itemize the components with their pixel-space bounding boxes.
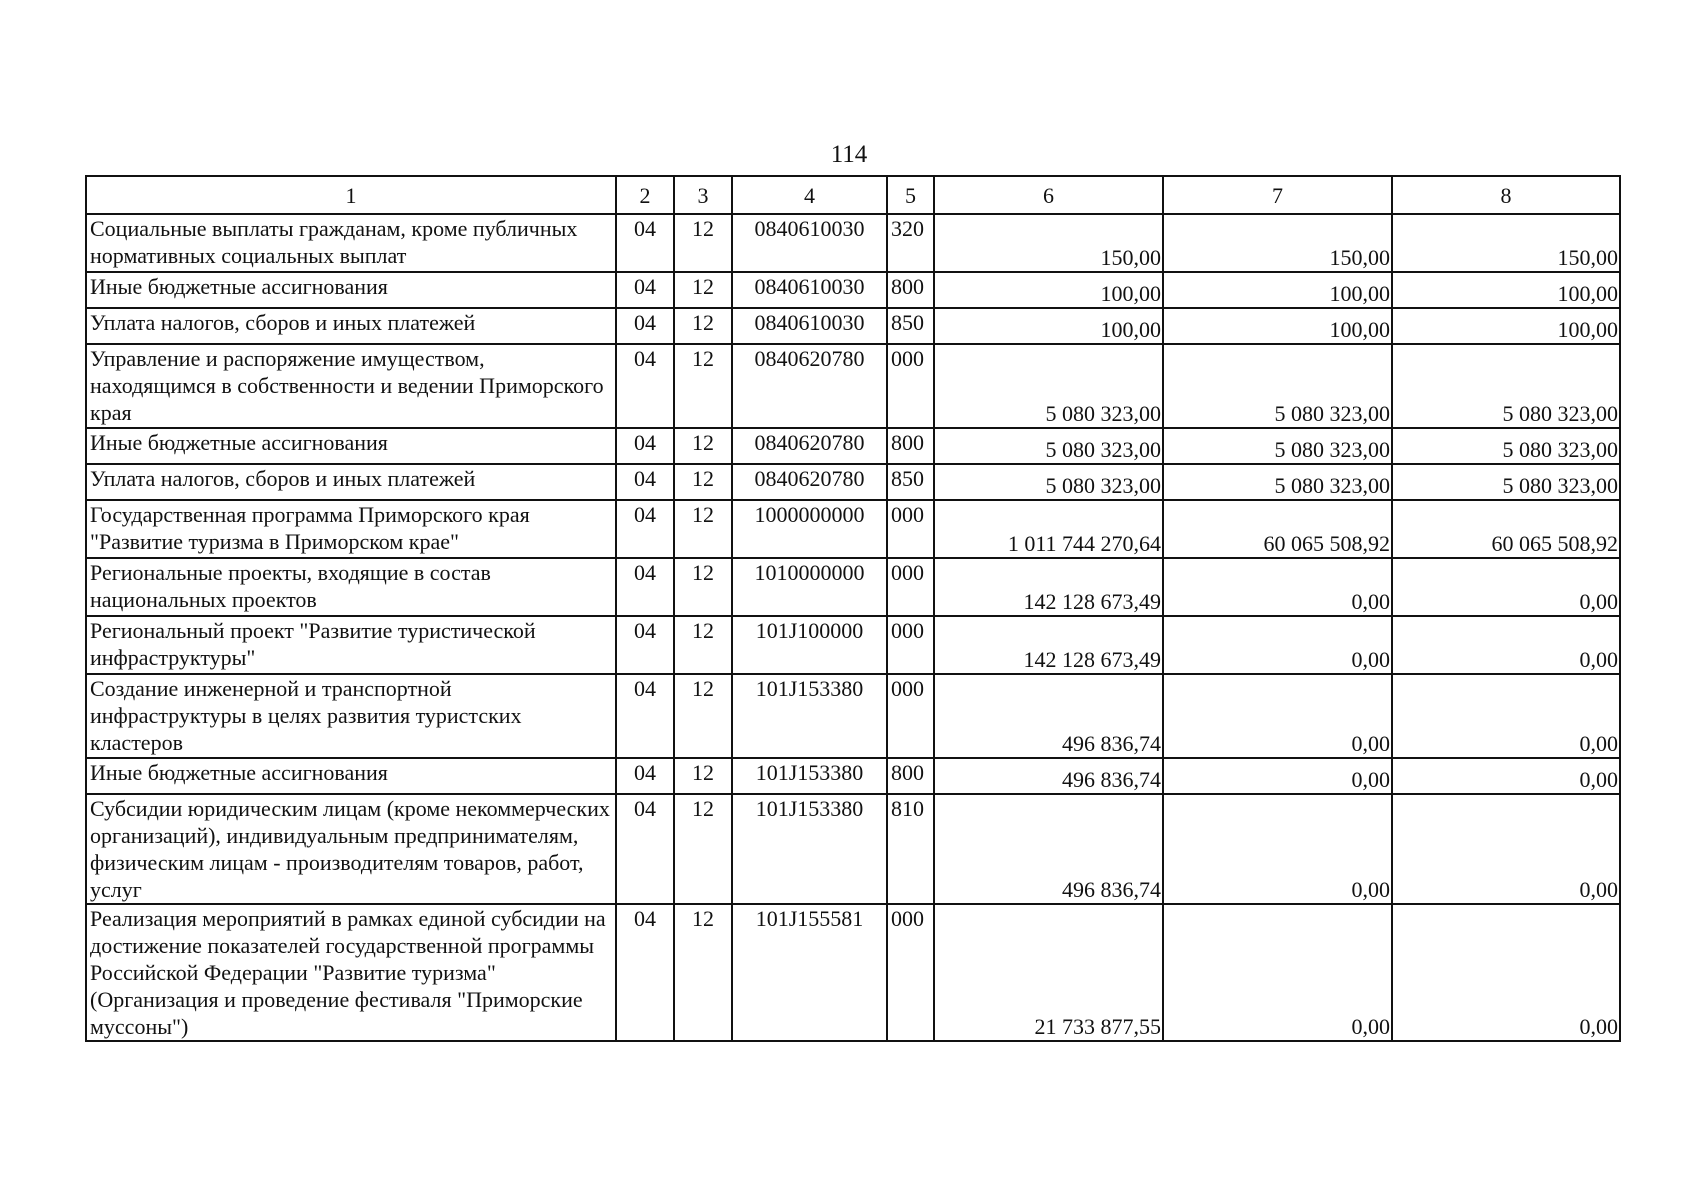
item-name-cell: Региональный проект "Развитие туристической инфраструктуры" — [86, 616, 616, 674]
section-code-cell: 04 — [616, 558, 674, 616]
amount-value: 0,00 — [1579, 767, 1618, 792]
item-name-cell: Государственная программа Приморского края "Развитие туризма в Приморском крае" — [86, 500, 616, 558]
amount-col7-cell — [1163, 500, 1392, 558]
subsection-code-cell: 12 — [674, 272, 732, 308]
expense-type-cell: 850 — [887, 464, 934, 500]
expense-type-cell: 800 — [887, 272, 934, 308]
amount-col8-cell — [1392, 558, 1620, 616]
amount-col8-cell — [1392, 674, 1620, 758]
amount-col6-cell — [934, 428, 1163, 464]
target-article-cell: 1010000000 — [732, 558, 887, 616]
amount-col8-cell — [1392, 794, 1620, 904]
subsection-code-cell: 12 — [674, 904, 732, 1041]
amount-value: 0,00 — [1579, 731, 1618, 756]
item-name-cell: Уплата налогов, сборов и иных платежей — [86, 464, 616, 500]
amount-col8-cell — [1392, 616, 1620, 674]
section-code-cell: 04 — [616, 308, 674, 344]
amount-col7-cell — [1163, 464, 1392, 500]
target-article-cell: 101J153380 — [732, 758, 887, 794]
target-article-cell: 0840610030 — [732, 272, 887, 308]
amount-value: 100,00 — [1100, 317, 1161, 342]
amount-value: 0,00 — [1351, 647, 1390, 672]
amount-col6-cell — [934, 674, 1163, 758]
amount-col6-cell — [934, 308, 1163, 344]
subsection-code-cell: 12 — [674, 308, 732, 344]
table-row — [86, 344, 1620, 428]
amount-value: 150,00 — [1557, 245, 1618, 270]
target-article-cell: 1000000000 — [732, 500, 887, 558]
amount-value: 150,00 — [1100, 245, 1161, 270]
amount-col8-cell — [1392, 308, 1620, 344]
amount-col8-cell — [1392, 344, 1620, 428]
item-name-cell: Иные бюджетные ассигнования — [86, 428, 616, 464]
amount-value: 0,00 — [1579, 1014, 1618, 1039]
amount-col6-cell — [934, 344, 1163, 428]
amount-value: 100,00 — [1329, 317, 1390, 342]
amount-value: 100,00 — [1100, 281, 1161, 306]
item-name-cell: Субсидии юридическим лицам (кроме некоммерческих организаций), индивидуальным предпринимателям, физическим лицам - производителям товаров, работ, услуг — [86, 794, 616, 904]
table-row — [86, 214, 1620, 272]
amount-value: 21 733 877,55 — [1034, 1014, 1161, 1039]
amount-col6-cell — [934, 558, 1163, 616]
amount-col8-cell — [1392, 272, 1620, 308]
amount-value: 5 080 323,00 — [1274, 437, 1390, 462]
section-code-cell: 04 — [616, 500, 674, 558]
amount-col6-cell — [934, 464, 1163, 500]
column-header: 5 — [887, 176, 934, 214]
amount-col8-cell — [1392, 214, 1620, 272]
amount-value: 0,00 — [1579, 647, 1618, 672]
amount-value: 5 080 323,00 — [1274, 401, 1390, 426]
amount-value: 5 080 323,00 — [1045, 401, 1161, 426]
amount-col7-cell — [1163, 758, 1392, 794]
amount-value: 0,00 — [1351, 877, 1390, 902]
amount-col7-cell — [1163, 616, 1392, 674]
amount-col8-cell — [1392, 904, 1620, 1041]
column-header: 1 — [86, 176, 616, 214]
table-row — [86, 674, 1620, 758]
item-name-cell: Иные бюджетные ассигнования — [86, 272, 616, 308]
amount-col6-cell — [934, 272, 1163, 308]
table-row — [86, 500, 1620, 558]
amount-value: 60 065 508,92 — [1263, 531, 1390, 556]
target-article-cell: 0840620780 — [732, 464, 887, 500]
section-code-cell: 04 — [616, 674, 674, 758]
amount-value: 5 080 323,00 — [1502, 473, 1618, 498]
table-row — [86, 558, 1620, 616]
section-code-cell: 04 — [616, 794, 674, 904]
amount-value: 60 065 508,92 — [1491, 531, 1618, 556]
table-body — [86, 176, 1620, 1041]
amount-col6-cell — [934, 214, 1163, 272]
amount-value: 142 128 673,49 — [1023, 589, 1161, 614]
expense-type-cell: 000 — [887, 344, 934, 428]
expense-type-cell: 800 — [887, 428, 934, 464]
amount-value: 100,00 — [1557, 317, 1618, 342]
column-header: 2 — [616, 176, 674, 214]
table-row — [86, 794, 1620, 904]
expense-type-cell: 800 — [887, 758, 934, 794]
amount-col7-cell — [1163, 558, 1392, 616]
amount-value: 0,00 — [1351, 767, 1390, 792]
section-code-cell: 04 — [616, 464, 674, 500]
amount-value: 0,00 — [1579, 877, 1618, 902]
item-name-cell: Уплата налогов, сборов и иных платежей — [86, 308, 616, 344]
amount-col6-cell — [934, 904, 1163, 1041]
table-row — [86, 272, 1620, 308]
amount-value: 150,00 — [1329, 245, 1390, 270]
table-row — [86, 428, 1620, 464]
column-header: 4 — [732, 176, 887, 214]
amount-value: 5 080 323,00 — [1274, 473, 1390, 498]
target-article-cell: 101J155581 — [732, 904, 887, 1041]
amount-col6-cell — [934, 794, 1163, 904]
target-article-cell: 101J100000 — [732, 616, 887, 674]
expense-type-cell: 000 — [887, 674, 934, 758]
amount-value: 5 080 323,00 — [1502, 437, 1618, 462]
table-row — [86, 904, 1620, 1041]
amount-value: 100,00 — [1329, 281, 1390, 306]
section-code-cell: 04 — [616, 616, 674, 674]
amount-value: 1 011 744 270,64 — [1007, 531, 1161, 556]
target-article-cell: 0840610030 — [732, 214, 887, 272]
amount-col6-cell — [934, 616, 1163, 674]
target-article-cell: 0840620780 — [732, 344, 887, 428]
subsection-code-cell: 12 — [674, 344, 732, 428]
column-header: 7 — [1163, 176, 1392, 214]
expense-type-cell: 320 — [887, 214, 934, 272]
table-row — [86, 616, 1620, 674]
item-name-cell: Реализация мероприятий в рамках единой субсидии на достижение показателей государственной программы Российской Федерации "Развитие туризма" (Организация и проведение фестиваля "Приморские муссоны") — [86, 904, 616, 1041]
page-number: 114 — [830, 141, 868, 168]
target-article-cell: 0840610030 — [732, 308, 887, 344]
amount-col7-cell — [1163, 308, 1392, 344]
item-name-cell: Региональные проекты, входящие в состав национальных проектов — [86, 558, 616, 616]
subsection-code-cell: 12 — [674, 558, 732, 616]
amount-value: 496 836,74 — [1062, 767, 1161, 792]
subsection-code-cell: 12 — [674, 464, 732, 500]
amount-col8-cell — [1392, 758, 1620, 794]
item-name-cell: Иные бюджетные ассигнования — [86, 758, 616, 794]
amount-col7-cell — [1163, 344, 1392, 428]
amount-value: 0,00 — [1351, 731, 1390, 756]
amount-value: 0,00 — [1351, 589, 1390, 614]
amount-value: 5 080 323,00 — [1045, 473, 1161, 498]
column-header: 8 — [1392, 176, 1620, 214]
amount-col7-cell — [1163, 904, 1392, 1041]
expense-type-cell: 850 — [887, 308, 934, 344]
subsection-code-cell: 12 — [674, 674, 732, 758]
section-code-cell: 04 — [616, 758, 674, 794]
expense-type-cell: 000 — [887, 616, 934, 674]
item-name-cell: Создание инженерной и транспортной инфраструктуры в целях развития туристских кластеров — [86, 674, 616, 758]
amount-col8-cell — [1392, 428, 1620, 464]
subsection-code-cell: 12 — [674, 616, 732, 674]
section-code-cell: 04 — [616, 344, 674, 428]
amount-value: 142 128 673,49 — [1023, 647, 1161, 672]
amount-col6-cell — [934, 758, 1163, 794]
amount-value: 100,00 — [1557, 281, 1618, 306]
target-article-cell: 101J153380 — [732, 674, 887, 758]
amount-value: 496 836,74 — [1062, 877, 1161, 902]
expense-type-cell: 000 — [887, 558, 934, 616]
subsection-code-cell: 12 — [674, 794, 732, 904]
amount-col7-cell — [1163, 428, 1392, 464]
table-header-row — [86, 176, 1620, 214]
section-code-cell: 04 — [616, 428, 674, 464]
item-name-cell: Управление и распоряжение имуществом, находящимся в собственности и ведении Приморского края — [86, 344, 616, 428]
budget-table — [85, 175, 1621, 1042]
amount-value: 0,00 — [1351, 1014, 1390, 1039]
table-row — [86, 464, 1620, 500]
amount-col8-cell — [1392, 464, 1620, 500]
column-header: 3 — [674, 176, 732, 214]
subsection-code-cell: 12 — [674, 214, 732, 272]
amount-col6-cell — [934, 500, 1163, 558]
subsection-code-cell: 12 — [674, 428, 732, 464]
amount-col7-cell — [1163, 674, 1392, 758]
amount-col7-cell — [1163, 272, 1392, 308]
section-code-cell: 04 — [616, 272, 674, 308]
amount-value: 0,00 — [1579, 589, 1618, 614]
amount-value: 5 080 323,00 — [1045, 437, 1161, 462]
target-article-cell: 101J153380 — [732, 794, 887, 904]
amount-col7-cell — [1163, 214, 1392, 272]
column-header: 6 — [934, 176, 1163, 214]
amount-value: 496 836,74 — [1062, 731, 1161, 756]
expense-type-cell: 810 — [887, 794, 934, 904]
subsection-code-cell: 12 — [674, 758, 732, 794]
table-row — [86, 308, 1620, 344]
table-row — [86, 758, 1620, 794]
expense-type-cell: 000 — [887, 904, 934, 1041]
expense-type-cell: 000 — [887, 500, 934, 558]
target-article-cell: 0840620780 — [732, 428, 887, 464]
amount-value: 5 080 323,00 — [1502, 401, 1618, 426]
amount-col8-cell — [1392, 500, 1620, 558]
item-name-cell: Социальные выплаты гражданам, кроме публичных нормативных социальных выплат — [86, 214, 616, 272]
section-code-cell: 04 — [616, 904, 674, 1041]
subsection-code-cell: 12 — [674, 500, 732, 558]
amount-col7-cell — [1163, 794, 1392, 904]
section-code-cell: 04 — [616, 214, 674, 272]
